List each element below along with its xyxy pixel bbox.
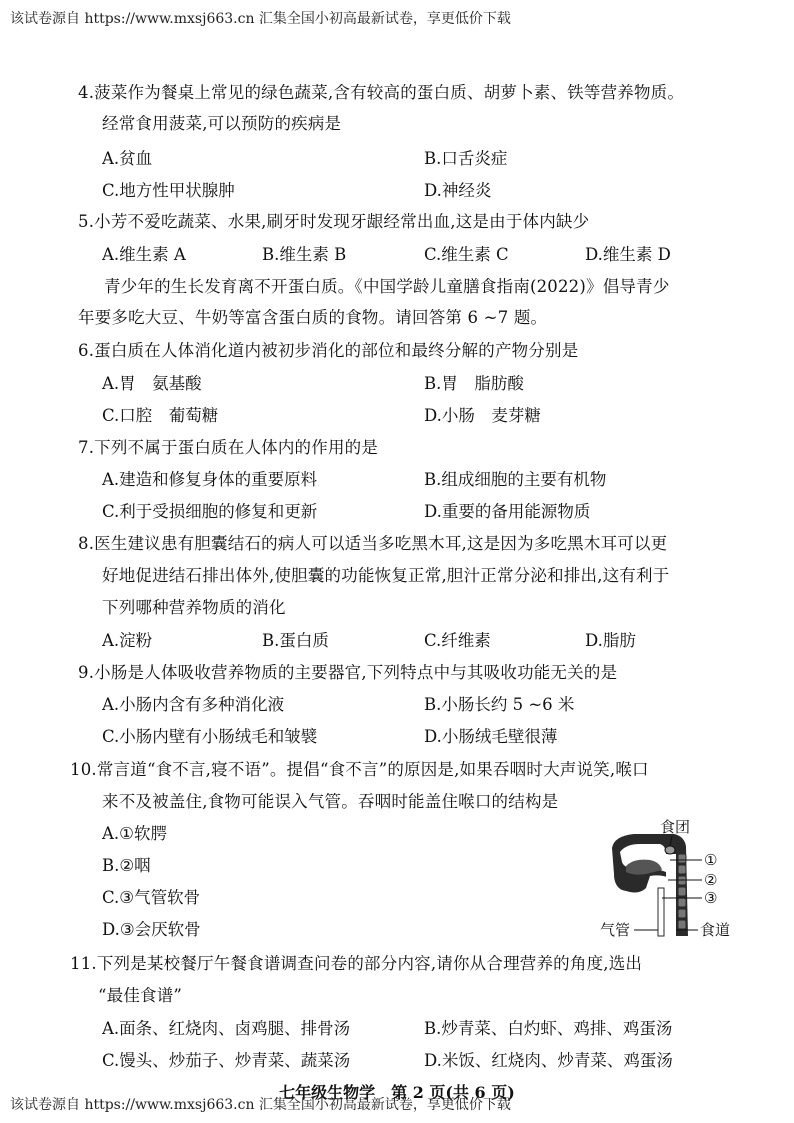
q7-option-a: A.建造和修复身体的重要原料	[102, 470, 318, 489]
q10-stem-line1: 10.常言道“食不言,寝不语”。提倡“食不言”的原因是,如果吞咽时大声说笑,喉口	[70, 760, 649, 779]
vertebrae	[678, 854, 686, 929]
q11-stem-line2: “最佳食谱”	[98, 986, 183, 1005]
q4-option-c: C.地方性甲状腺肿	[102, 181, 235, 200]
q6-option-b: B.胃 脂肪酸	[424, 374, 524, 393]
q9-option-a: A.小肠内含有多种消化液	[102, 695, 285, 714]
q6-option-d: D.小肠 麦芽糖	[424, 406, 541, 425]
q4-option-a: A.贫血	[102, 149, 153, 168]
q8-option-d: D.脂肪	[585, 631, 636, 650]
q5-stem: 5.小芳不爱吃蔬菜、水果,刷牙时发现牙龈经常出血,这是由于体内缺少	[78, 212, 590, 231]
passage-line2: 年要多吃大豆、牛奶等富含蛋白质的食物。请回答第 6 ~7 题。	[78, 308, 548, 327]
q11-option-a: A.面条、红烧肉、卤鸡腿、排骨汤	[102, 1019, 351, 1038]
q8-option-b: B.蛋白质	[262, 631, 329, 650]
q4-option-d: D.神经炎	[424, 181, 492, 200]
q10-option-a: A.①软腭	[102, 824, 167, 843]
q4-stem-line1: 4.菠菜作为餐桌上常见的绿色蔬菜,含有较高的蛋白质、胡萝卜素、铁等营养物质。	[78, 83, 685, 102]
q9-option-b: B.小肠长约 5 ~6 米	[424, 695, 575, 714]
q4-option-b: B.口舌炎症	[424, 149, 508, 168]
q11-option-c: C.馒头、炒茄子、炒青菜、蔬菜汤	[102, 1051, 351, 1070]
q10-option-c: C.③气管软骨	[102, 888, 201, 907]
label-esophagus: 食道	[700, 921, 731, 939]
label-2: ②	[704, 871, 718, 889]
q9-option-c: C.小肠内壁有小肠绒毛和皱襞	[102, 727, 318, 746]
q10-stem-line2: 来不及被盖住,食物可能误入气管。吞咽时能盖住喉口的结构是	[102, 792, 559, 811]
watermark-bottom: 该试卷源自 https://www.mxsj663.cn 汇集全国小初高最新试卷，享更低价下载	[10, 1097, 511, 1113]
q11-option-b: B.炒青菜、白灼虾、鸡排、鸡蛋汤	[424, 1019, 673, 1038]
q6-option-a: A.胃 氨基酸	[102, 374, 202, 393]
q7-stem: 7.下列不属于蛋白质在人体内的作用的是	[78, 438, 379, 457]
q10-option-b: B.②咽	[102, 856, 151, 875]
page-footer: 七年级生物学 第 2 页(共 6 页)	[279, 1083, 515, 1102]
q7-option-c: C.利于受损细胞的修复和更新	[102, 502, 318, 521]
q10-option-d: D.③会厌软骨	[102, 920, 201, 939]
q6-stem: 6.蛋白质在人体消化道内被初步消化的部位和最终分解的产物分别是	[78, 341, 579, 360]
q5-option-a: A.维生素 A	[102, 245, 186, 264]
q11-stem-line1: 11.下列是某校餐厅午餐食谱调查问卷的部分内容,请你从合理营养的角度,选出	[70, 954, 643, 973]
trachea-tube	[658, 888, 664, 936]
throat-anatomy-diagram	[600, 818, 750, 943]
pharynx-channel	[666, 854, 676, 936]
q8-stem-line2: 好地促进结石排出体外,使胆囊的功能恢复正常,胆汁正常分泌和排出,这有利于	[102, 566, 670, 585]
q8-stem-line1: 8.医生建议患有胆囊结石的病人可以适当多吃黑木耳,这是因为多吃黑木耳可以更	[78, 534, 668, 553]
label-1: ①	[704, 851, 718, 869]
food-bolus-shape	[665, 846, 675, 854]
label-trachea: 气管	[600, 921, 631, 939]
q7-option-d: D.重要的备用能源物质	[424, 502, 591, 521]
q9-option-d: D.小肠绒毛壁很薄	[424, 727, 558, 746]
label-3: ③	[704, 889, 718, 907]
q5-option-b: B.维生素 B	[262, 245, 347, 264]
q8-option-c: C.纤维素	[424, 631, 491, 650]
q11-option-d: D.米饭、红烧肉、炒青菜、鸡蛋汤	[424, 1051, 673, 1070]
q7-option-b: B.组成细胞的主要有机物	[424, 470, 607, 489]
q5-option-c: C.维生素 C	[424, 245, 509, 264]
q9-stem: 9.小肠是人体吸收营养物质的主要器官,下列特点中与其吸收功能无关的是	[78, 663, 618, 682]
q8-option-a: A.淀粉	[102, 631, 153, 650]
q8-stem-line3: 下列哪种营养物质的消化	[102, 598, 286, 617]
label-food-bolus: 食团	[660, 818, 691, 836]
q4-stem-line2: 经常食用菠菜,可以预防的疾病是	[102, 114, 342, 133]
watermark-top: 该试卷源自 https://www.mxsj663.cn 汇集全国小初高最新试卷，享更低价下载	[10, 11, 511, 27]
q5-option-d: D.维生素 D	[585, 245, 671, 264]
passage-line1: 青少年的生长发育离不开蛋白质。《中国学龄儿童膳食指南(2022)》倡导青少	[104, 277, 670, 296]
q6-option-c: C.口腔 葡萄糖	[102, 406, 219, 425]
